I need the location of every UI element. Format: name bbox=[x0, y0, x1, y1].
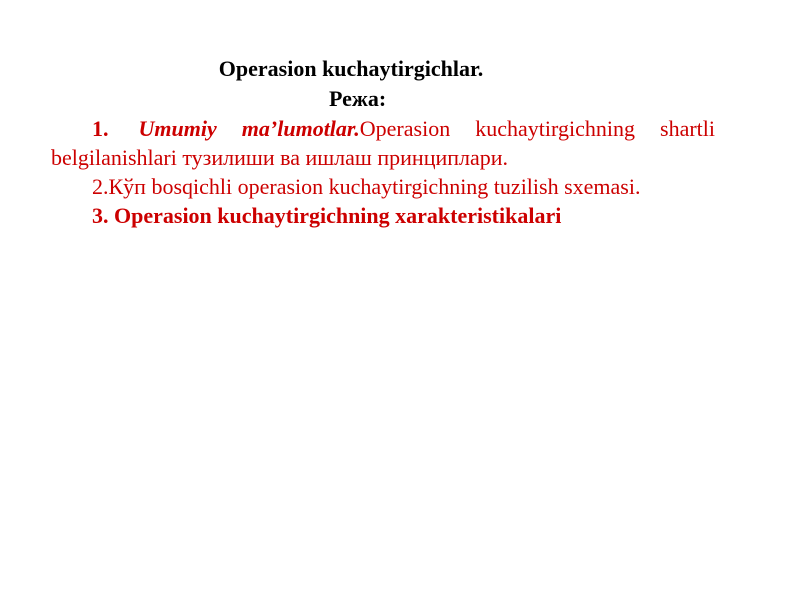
plan-list bbox=[51, 114, 715, 230]
plan-item-2-number: 2. bbox=[92, 174, 109, 199]
plan-item-1-heading: Umumiy ma’lumotlar. bbox=[138, 116, 360, 141]
plan-item-3-text: Operasion kuchaytirgichning xarakteristikalari bbox=[114, 203, 562, 228]
plan-item-1 bbox=[51, 114, 715, 172]
slide-title: Operasion kuchaytirgichlar. bbox=[218, 56, 484, 81]
plan-item-2 bbox=[51, 172, 715, 201]
plan-item-1-number: 1. bbox=[92, 116, 109, 141]
plan-item-2-text: Кўп bosqichli operasion kuchaytirgichning tuzilish sxemasi. bbox=[108, 174, 641, 199]
plan-heading: Режа: bbox=[329, 86, 387, 111]
plan-item-1-text: Operasion kuchaytirgichning shartli belgilanishlari тузилиши ва ишлаш принциплари. bbox=[51, 116, 716, 170]
plan-item-3-number: 3. bbox=[92, 203, 109, 228]
plan-item-3 bbox=[51, 201, 715, 230]
